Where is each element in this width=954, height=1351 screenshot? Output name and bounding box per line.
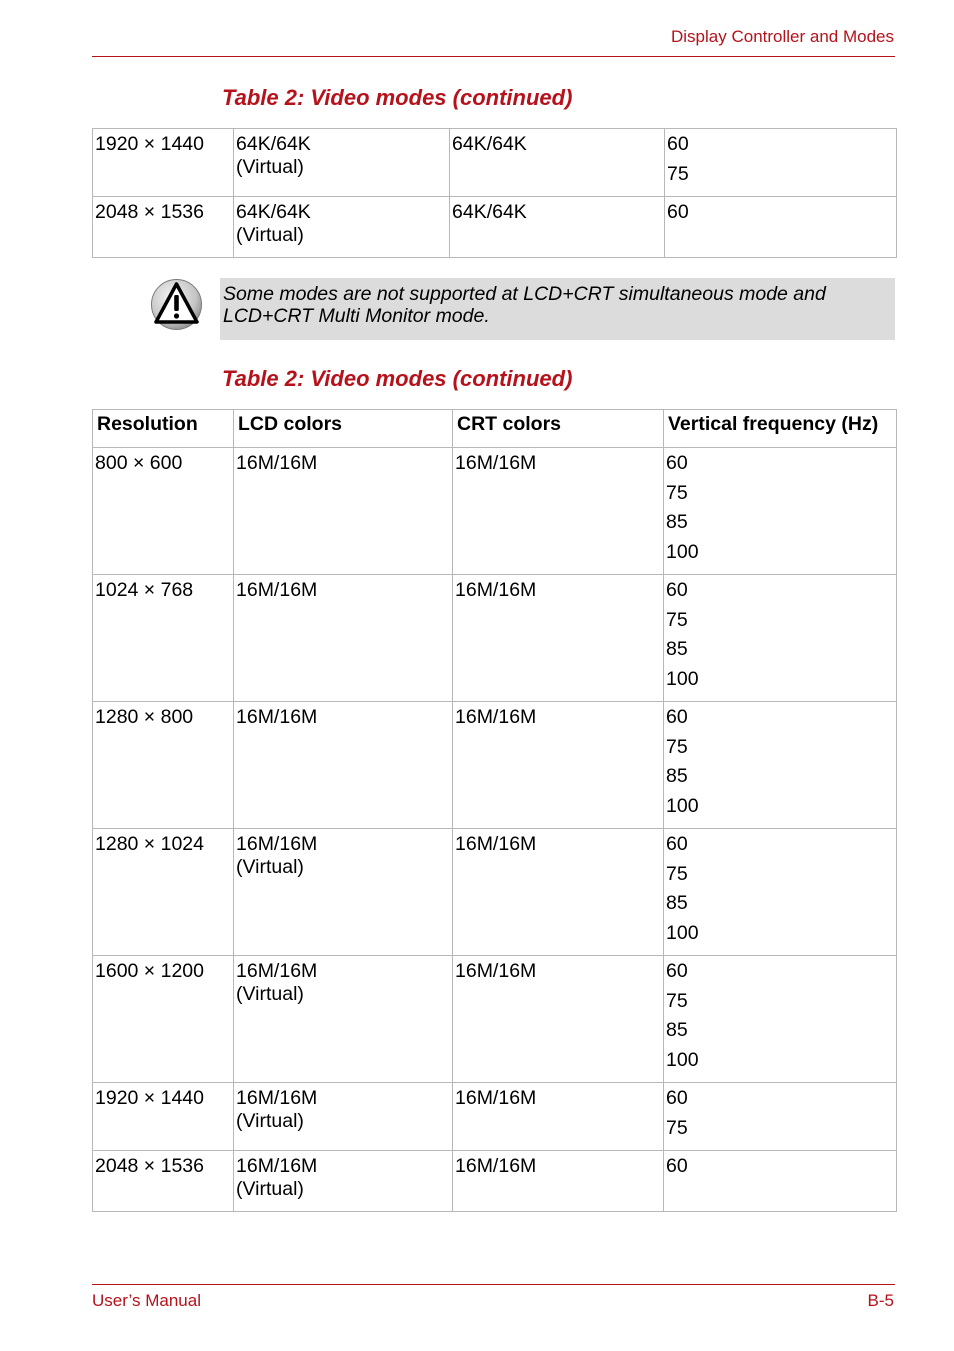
lcd-colors-line: (Virtual) <box>236 856 304 878</box>
frequency-value: 75 <box>666 989 688 1012</box>
footer-rule <box>92 1284 895 1285</box>
lcd-colors-line: 16M/16M <box>236 579 318 601</box>
lcd-colors-line: 64K/64K <box>236 133 311 155</box>
frequency-value: 60 <box>666 1155 688 1177</box>
frequency-value: 100 <box>666 667 699 690</box>
lcd-colors-line: (Virtual) <box>236 156 304 178</box>
crt-colors-value: 16M/16M <box>455 960 537 982</box>
table-row <box>93 575 897 702</box>
lcd-colors-line: 16M/16M <box>236 960 318 982</box>
lcd-colors-line: (Virtual) <box>236 983 304 1005</box>
resolution-cell <box>93 448 234 575</box>
resolution-value: 1024 × 768 <box>95 579 194 601</box>
frequency-value: 60 <box>666 706 688 728</box>
crt-colors-value: 16M/16M <box>455 1087 537 1109</box>
crt-colors-cell <box>453 575 664 702</box>
resolution-value: 1920 × 1440 <box>95 133 204 155</box>
frequency-cell <box>664 575 897 702</box>
lcd-colors-line: 16M/16M <box>236 452 318 474</box>
frequency-value: 60 <box>666 833 688 855</box>
header-lcd-colors: LCD colors <box>234 410 453 448</box>
video-modes-table-1 <box>92 128 897 258</box>
table-row <box>93 702 897 829</box>
lcd-colors-cell <box>234 129 450 197</box>
crt-colors-cell <box>450 129 665 197</box>
lcd-colors-cell <box>234 575 453 702</box>
header-resolution: Resolution <box>93 410 234 448</box>
frequency-value: 75 <box>666 608 688 631</box>
lcd-colors-cell <box>234 829 453 956</box>
frequency-value: 100 <box>666 921 699 944</box>
resolution-value: 800 × 600 <box>95 452 183 474</box>
crt-colors-cell <box>453 956 664 1083</box>
lcd-colors-line: 16M/16M <box>236 1087 318 1109</box>
lcd-colors-line: (Virtual) <box>236 224 304 246</box>
resolution-cell <box>93 129 234 197</box>
crt-colors-value: 16M/16M <box>455 833 537 855</box>
lcd-colors-cell <box>234 1083 453 1151</box>
header-crt-colors: CRT colors <box>453 410 664 448</box>
lcd-colors-line: 16M/16M <box>236 833 318 855</box>
table-row <box>93 1083 897 1151</box>
frequency-cell <box>664 702 897 829</box>
frequency-cell <box>665 197 897 258</box>
crt-colors-value: 16M/16M <box>455 452 537 474</box>
crt-colors-cell <box>453 829 664 956</box>
lcd-colors-line: 16M/16M <box>236 706 318 728</box>
crt-colors-cell <box>453 1083 664 1151</box>
crt-colors-value: 16M/16M <box>455 579 537 601</box>
lcd-colors-cell <box>234 956 453 1083</box>
table2-caption: Table 2: Video modes (continued) <box>222 366 573 391</box>
frequency-value: 75 <box>666 481 688 504</box>
header-vertical-frequency: Vertical frequency (Hz) <box>664 410 897 448</box>
crt-colors-value: 16M/16M <box>455 706 537 728</box>
video-modes-table-2 <box>92 409 897 1212</box>
frequency-value: 60 <box>666 579 688 601</box>
lcd-colors-line: (Virtual) <box>236 1178 304 1200</box>
table-row <box>93 129 897 197</box>
frequency-value: 85 <box>666 638 688 660</box>
resolution-cell <box>93 829 234 956</box>
frequency-cell <box>664 1083 897 1151</box>
lcd-colors-line: (Virtual) <box>236 1110 304 1132</box>
frequency-value: 75 <box>667 162 689 185</box>
table1-caption: Table 2: Video modes (continued) <box>222 85 573 110</box>
crt-colors-value: 64K/64K <box>452 133 527 155</box>
resolution-value: 1280 × 800 <box>95 706 194 728</box>
frequency-cell <box>664 1151 897 1212</box>
footer-manual-label: User’s Manual <box>92 1291 201 1310</box>
frequency-value: 85 <box>666 892 688 914</box>
crt-colors-cell <box>453 702 664 829</box>
lcd-colors-cell <box>234 197 450 258</box>
header-rule <box>92 56 895 57</box>
warning-icon <box>150 278 203 331</box>
table-row <box>93 1151 897 1212</box>
resolution-cell <box>93 1083 234 1151</box>
frequency-cell <box>664 448 897 575</box>
table-row <box>93 197 897 258</box>
frequency-value: 100 <box>666 794 699 817</box>
crt-colors-value: 16M/16M <box>455 1155 537 1177</box>
table-header-row <box>93 410 897 448</box>
frequency-value: 60 <box>666 960 688 982</box>
frequency-value: 85 <box>666 511 688 533</box>
frequency-value: 100 <box>666 540 699 563</box>
table-row <box>93 829 897 956</box>
frequency-cell <box>664 956 897 1083</box>
frequency-cell <box>665 129 897 197</box>
crt-colors-cell <box>453 448 664 575</box>
resolution-value: 1280 × 1024 <box>95 833 204 855</box>
lcd-colors-cell <box>234 448 453 575</box>
resolution-cell <box>93 197 234 258</box>
frequency-value: 85 <box>666 1019 688 1041</box>
lcd-colors-line: 64K/64K <box>236 201 311 223</box>
crt-colors-cell <box>450 197 665 258</box>
resolution-value: 2048 × 1536 <box>95 1155 204 1177</box>
footer-page-number: B-5 <box>867 1291 894 1310</box>
frequency-value: 75 <box>666 735 688 758</box>
frequency-value: 85 <box>666 765 688 787</box>
frequency-value: 60 <box>667 133 689 155</box>
frequency-cell <box>664 829 897 956</box>
frequency-value: 60 <box>666 1087 688 1109</box>
resolution-value: 2048 × 1536 <box>95 201 204 223</box>
resolution-cell <box>93 1151 234 1212</box>
table-row <box>93 956 897 1083</box>
resolution-cell <box>93 702 234 829</box>
resolution-value: 1920 × 1440 <box>95 1087 204 1109</box>
warning-note: Some modes are not supported at LCD+CRT simultaneous mode and LCD+CRT Multi Monitor mode. <box>220 278 895 340</box>
resolution-cell <box>93 956 234 1083</box>
frequency-value: 60 <box>667 201 689 223</box>
lcd-colors-cell <box>234 702 453 829</box>
resolution-cell <box>93 575 234 702</box>
page-header-title: Display Controller and Modes <box>671 27 894 46</box>
frequency-value: 75 <box>666 1116 688 1139</box>
frequency-value: 60 <box>666 452 688 474</box>
table-row <box>93 448 897 575</box>
crt-colors-cell <box>453 1151 664 1212</box>
lcd-colors-line: 16M/16M <box>236 1155 318 1177</box>
frequency-value: 75 <box>666 862 688 885</box>
frequency-value: 100 <box>666 1048 699 1071</box>
resolution-value: 1600 × 1200 <box>95 960 204 982</box>
lcd-colors-cell <box>234 1151 453 1212</box>
crt-colors-value: 64K/64K <box>452 201 527 223</box>
